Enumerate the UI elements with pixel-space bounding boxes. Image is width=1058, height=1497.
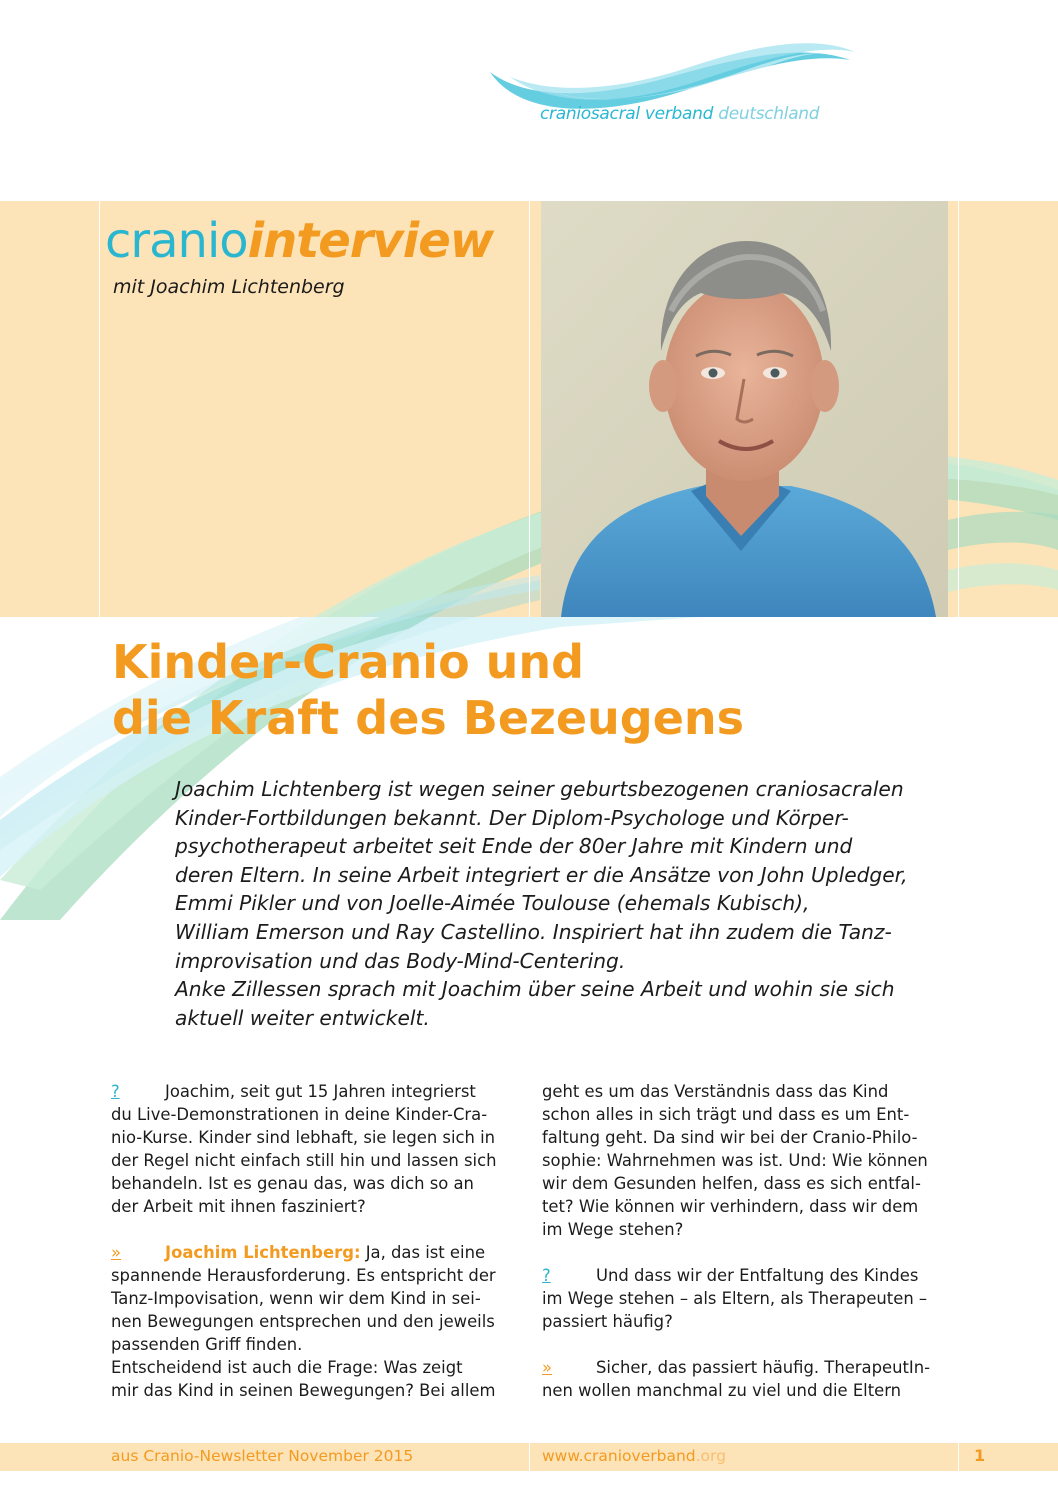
body-line: nen wollen manchmal zu viel und die Eltern bbox=[542, 1381, 902, 1400]
intro-line: improvisation und das Body-Mind-Centering. bbox=[175, 948, 626, 973]
body-line: Entscheidend ist auch die Frage: Was zeigt bbox=[111, 1358, 463, 1377]
body-line: sophie: Wahrnehmen was ist. Und: Wie können bbox=[542, 1151, 928, 1170]
body-line: nen Bewegungen entsprechen und den jeweils bbox=[111, 1312, 495, 1331]
intro-line: aktuell weiter entwickelt. bbox=[175, 1005, 430, 1030]
headline-line: die Kraft des Bezeugens bbox=[112, 691, 745, 745]
divider-line bbox=[529, 201, 530, 617]
answer-marker: » bbox=[111, 1243, 122, 1262]
logo-text: craniosacral verband deutschland bbox=[540, 104, 820, 124]
body-line: im Wege stehen? bbox=[542, 1220, 684, 1239]
answer-line: » Sicher, das passiert häufig. TherapeutIn- bbox=[542, 1358, 931, 1377]
article-headline bbox=[112, 634, 1012, 746]
intro-line: psychotherapeut arbeitet seit Ende der 80er Jahre mit Kindern und bbox=[175, 834, 853, 859]
section-subtitle: mit Joachim Lichtenberg bbox=[113, 276, 345, 298]
body-line: wir dem Gesunden helfen, dass es sich entfal- bbox=[542, 1174, 921, 1193]
body-line: spannende Herausforderung. Es entspricht der bbox=[111, 1266, 496, 1285]
body-column-right bbox=[542, 1080, 952, 1402]
body-line: behandeln. Ist es genau das, was dich so an bbox=[111, 1174, 474, 1193]
section-title: craniointerview bbox=[105, 213, 494, 269]
answer-line: » Joachim Lichtenberg: Ja, das ist eine bbox=[111, 1243, 486, 1262]
question-line: ? Joachim, seit gut 15 Jahren integrierst bbox=[111, 1082, 476, 1101]
headline-line: Kinder-Cranio und bbox=[112, 635, 585, 689]
body-line: passiert häufig? bbox=[542, 1312, 673, 1331]
question-line: ? Und dass wir der Entfaltung des Kindes bbox=[542, 1266, 919, 1285]
body-line: geht es um das Verständnis dass das Kind bbox=[542, 1082, 889, 1101]
body-line: Tanz-Impovisation, wenn wir dem Kind in sei- bbox=[111, 1289, 481, 1308]
body-line: du Live-Demonstrationen in deine Kinder-Cra- bbox=[111, 1105, 488, 1124]
footer-source: aus Cranio-Newsletter November 2015 bbox=[111, 1447, 414, 1465]
body-line: der Regel nicht einfach still hin und lassen sich bbox=[111, 1151, 497, 1170]
body-line: der Arbeit mit ihnen fasziniert? bbox=[111, 1197, 366, 1216]
divider-line bbox=[958, 1443, 959, 1471]
page-number: 1 bbox=[974, 1446, 986, 1465]
divider-line bbox=[958, 201, 959, 617]
intro-line: Joachim Lichtenberg ist wegen seiner geburtsbezogenen craniosacralen bbox=[175, 777, 904, 801]
intro-line: Anke Zillessen sprach mit Joachim über seine Arbeit und wohin sie sich bbox=[175, 977, 895, 1002]
speaker-name: Joachim Lichtenberg: bbox=[165, 1243, 361, 1262]
body-line: mir das Kind in seinen Bewegungen? Bei allem bbox=[111, 1381, 496, 1400]
portrait-photo bbox=[541, 201, 948, 617]
body-line: schon alles in sich trägt und dass es um Ent- bbox=[542, 1105, 910, 1124]
question-marker: ? bbox=[542, 1266, 551, 1285]
body-column-left bbox=[111, 1080, 521, 1402]
answer-marker: » bbox=[542, 1358, 553, 1377]
intro-line: Emmi Pikler und von Joelle-Aimée Toulouse (ehemals Kubisch), bbox=[175, 891, 810, 916]
body-line: passenden Griff finden. bbox=[111, 1335, 303, 1354]
intro-line: deren Eltern. In seine Arbeit integriert er die Ansätze von John Upledger, bbox=[175, 862, 908, 887]
intro-line: William Emerson und Ray Castellino. Inspiriert hat ihn zudem die Tanz- bbox=[175, 919, 892, 944]
article-intro bbox=[175, 775, 985, 1032]
question-marker: ? bbox=[111, 1082, 120, 1101]
divider-line bbox=[99, 201, 100, 617]
footer-website-link[interactable]: www.cranioverband.org bbox=[542, 1447, 726, 1465]
body-line: faltung geht. Da sind wir bei der Cranio-Philo- bbox=[542, 1128, 918, 1147]
body-line: im Wege stehen – als Eltern, als Therapeuten – bbox=[542, 1289, 928, 1308]
divider-line bbox=[529, 1443, 530, 1471]
body-line: tet? Wie können wir verhindern, dass wir dem bbox=[542, 1197, 919, 1216]
intro-line: Kinder-Fortbildungen bekannt. Der Diplom-Psychologe und Körper- bbox=[175, 805, 849, 830]
body-line: nio-Kurse. Kinder sind lebhaft, sie legen sich in bbox=[111, 1128, 496, 1147]
